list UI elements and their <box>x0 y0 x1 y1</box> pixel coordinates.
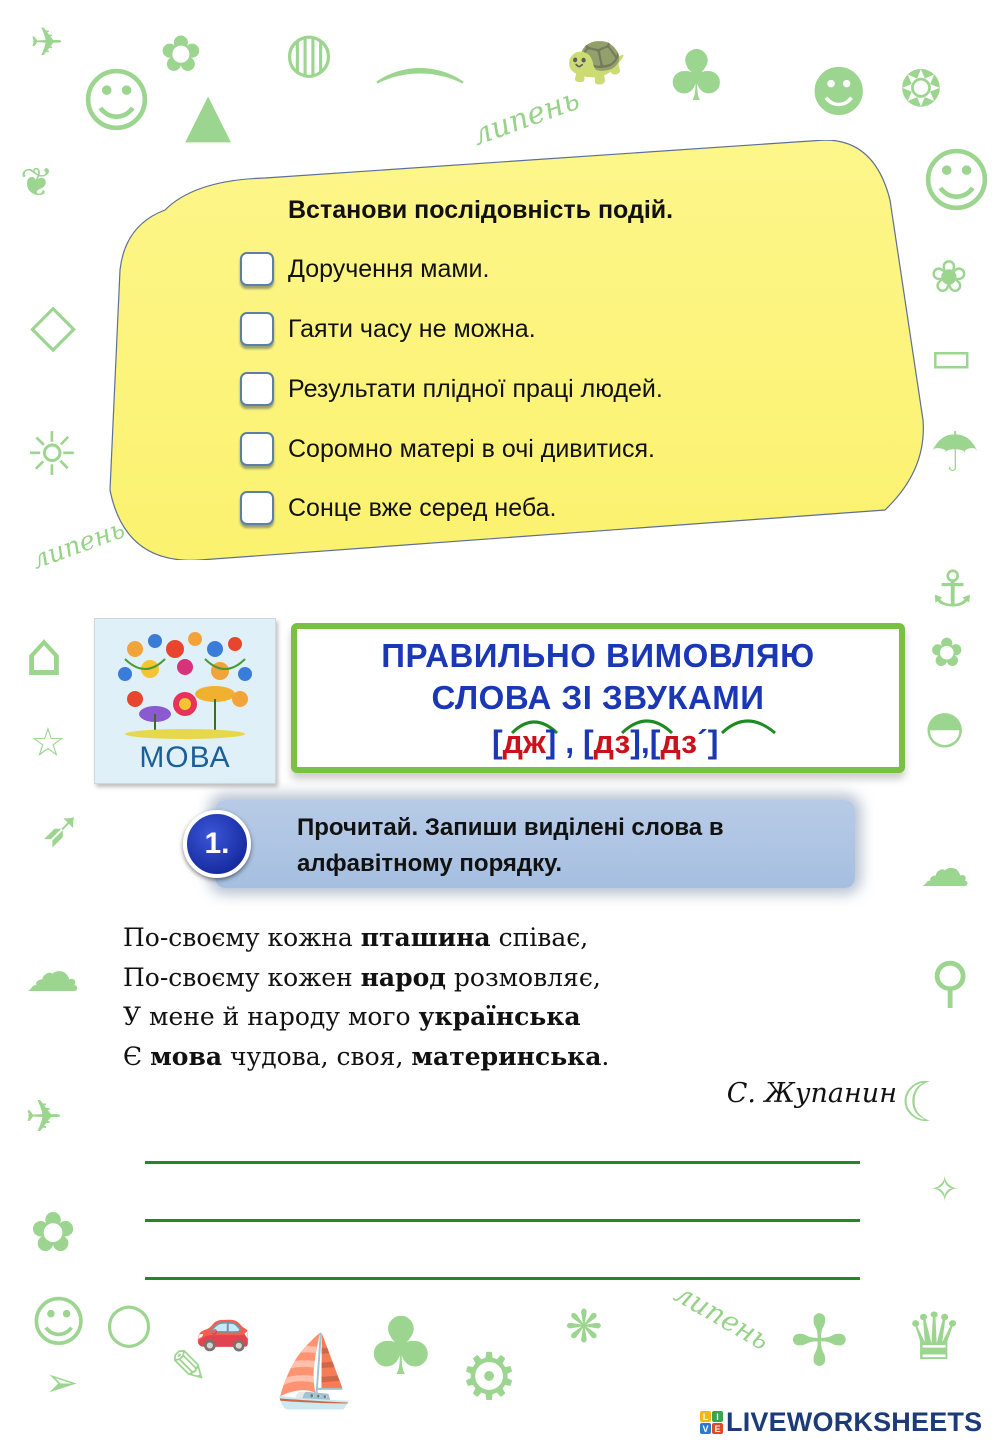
sequence-item-label: Доручення мами. <box>288 254 490 283</box>
mova-folk-art-image <box>94 618 276 784</box>
kite-doodle-icon: ◇ <box>30 290 77 360</box>
poem-line: Є мова чудова, своя, материнська. <box>123 1041 610 1071</box>
sequence-item <box>240 372 663 406</box>
highlighted-word: пташина <box>360 923 491 952</box>
doodle-word: липень <box>467 81 585 154</box>
answer-line-3[interactable] <box>145 1277 860 1280</box>
exercise-number-badge: 1. <box>183 810 251 878</box>
rocket-doodle-icon: ➶ <box>40 800 82 858</box>
sequence-item <box>240 491 556 525</box>
house-doodle-icon: ⌂ <box>25 620 64 690</box>
cloud-rain-doodle-icon: ☁ <box>920 840 970 898</box>
topic-title-line1: ПРАВИЛЬНО ВИМОВЛЯЮ <box>381 637 815 674</box>
sun-doodle-icon: ☼ <box>25 420 79 490</box>
sequence-item-label: Гаяти часу не можна. <box>288 314 536 343</box>
cloud-doodle-icon: ☁ <box>25 940 80 1004</box>
tree-doodle-icon: ♣ <box>365 1300 437 1393</box>
mountain-doodle-icon: ▲ <box>185 80 232 150</box>
order-checkbox[interactable] <box>240 312 274 346</box>
star-doodle-icon: ☆ <box>30 720 66 766</box>
sequence-item <box>240 312 536 346</box>
mova-label: МОВА <box>139 741 231 774</box>
poem-line: По-своєму кожна пташина співає, <box>123 923 589 952</box>
sound-notation: [дж] , [дз],[дз´] <box>492 724 719 760</box>
anchor-doodle-icon: ⚓ <box>930 560 975 618</box>
cat-doodle-icon: ☻ <box>810 60 868 124</box>
girl-doodle-icon: ☺ <box>920 140 993 222</box>
sequence-item-label: Результати плідної праці людей. <box>288 374 663 403</box>
balloon-doodle-icon: ○ <box>105 1290 153 1354</box>
poem-line: По-своєму кожен народ розмовляє, <box>123 962 601 992</box>
exercise-instruction-bar <box>215 800 855 888</box>
boat-doodle-icon: ⛵ <box>270 1330 358 1412</box>
airplane-doodle-icon: ✈ <box>30 20 64 66</box>
palm-doodle-icon: ♣ <box>665 35 728 117</box>
lollipop-doodle-icon: ❂ <box>900 60 942 118</box>
folk-tree-icon <box>95 619 275 749</box>
car-doodle-icon: 🚗 <box>195 1300 252 1353</box>
order-checkbox[interactable] <box>240 491 274 525</box>
windmill-doodle-icon: ✢ <box>790 1300 849 1382</box>
flower-doodle-icon: ❀ <box>930 250 968 303</box>
sequence-title: Встанови послідовність подій. <box>288 196 674 224</box>
liveworksheets-logo <box>700 1407 982 1438</box>
flower-pot-doodle-icon: ✿ <box>160 25 202 83</box>
highlighted-word: материнська <box>411 1041 602 1071</box>
sequence-item-label: Сонце вже серед неба. <box>288 493 557 522</box>
bird-doodle-icon: ❦ <box>20 160 54 206</box>
sound-dz: дз <box>593 724 631 760</box>
order-checkbox[interactable] <box>240 432 274 466</box>
order-checkbox[interactable] <box>240 372 274 406</box>
order-checkbox[interactable] <box>240 252 274 286</box>
stars-doodle-icon: ✧ <box>930 1170 960 1210</box>
sequence-item <box>240 432 655 466</box>
highlighted-word: мова <box>150 1041 223 1071</box>
sound-dz-soft: дз <box>660 724 698 760</box>
sequence-item <box>240 252 489 286</box>
sound-dzh: дж <box>502 724 546 760</box>
highlighted-word: українська <box>418 1002 581 1031</box>
poem-line: У мене й народу мого українська <box>123 1002 581 1031</box>
princess-doodle-icon: ♛ <box>905 1300 964 1375</box>
pencil-doodle-icon: ✎ <box>170 1340 208 1393</box>
topic-title-line2: СЛОВА ЗІ ЗВУКАМИ <box>431 679 765 716</box>
ball-doodle-icon: ◍ <box>285 20 333 84</box>
rainbow-doodle-icon: ⌒ <box>375 61 465 166</box>
bicycle-doodle-icon: ⚙ <box>460 1340 519 1415</box>
book-doodle-icon: ▭ <box>930 330 973 383</box>
answer-line-1[interactable] <box>145 1161 860 1164</box>
liveworksheets-brand: LIVEWORKSHEETS <box>726 1407 983 1437</box>
balloons-doodle-icon: ⚲ <box>930 950 971 1014</box>
sequence-item-label: Соромно матері в очі дивитися. <box>288 434 655 463</box>
moon-doodle-icon: ☾ <box>900 1070 950 1134</box>
exercise-instruction: Прочитай. Запиши виділені слова в алфавітному порядку. <box>297 814 724 877</box>
turtle-doodle-icon: 🐢 <box>565 30 628 88</box>
flower-doodle-icon: ✿ <box>930 630 964 676</box>
paper-plane-doodle-icon: ➢ <box>45 1360 79 1406</box>
umbrella-doodle-icon: ☂ <box>930 420 980 484</box>
doodle-word: липень <box>27 514 129 576</box>
shell-doodle-icon: ◓ <box>925 700 965 753</box>
plane-doodle-icon: ✈ <box>25 1090 63 1143</box>
child-doodle-icon: ☺ <box>30 1290 88 1354</box>
crab-doodle-icon: ❋ <box>565 1300 603 1353</box>
liveworksheets-icon: L I V E <box>700 1411 723 1434</box>
topic-frame <box>291 623 905 773</box>
child-doodle-icon: ☺ <box>80 60 153 142</box>
flower-doodle-icon: ✿ <box>30 1200 77 1264</box>
answer-line-2[interactable] <box>145 1219 860 1222</box>
highlighted-word: народ <box>360 962 446 992</box>
poem <box>123 918 609 1076</box>
doodle-word: липень <box>668 1276 776 1357</box>
poem-author: С. Жупанин <box>726 1078 897 1109</box>
